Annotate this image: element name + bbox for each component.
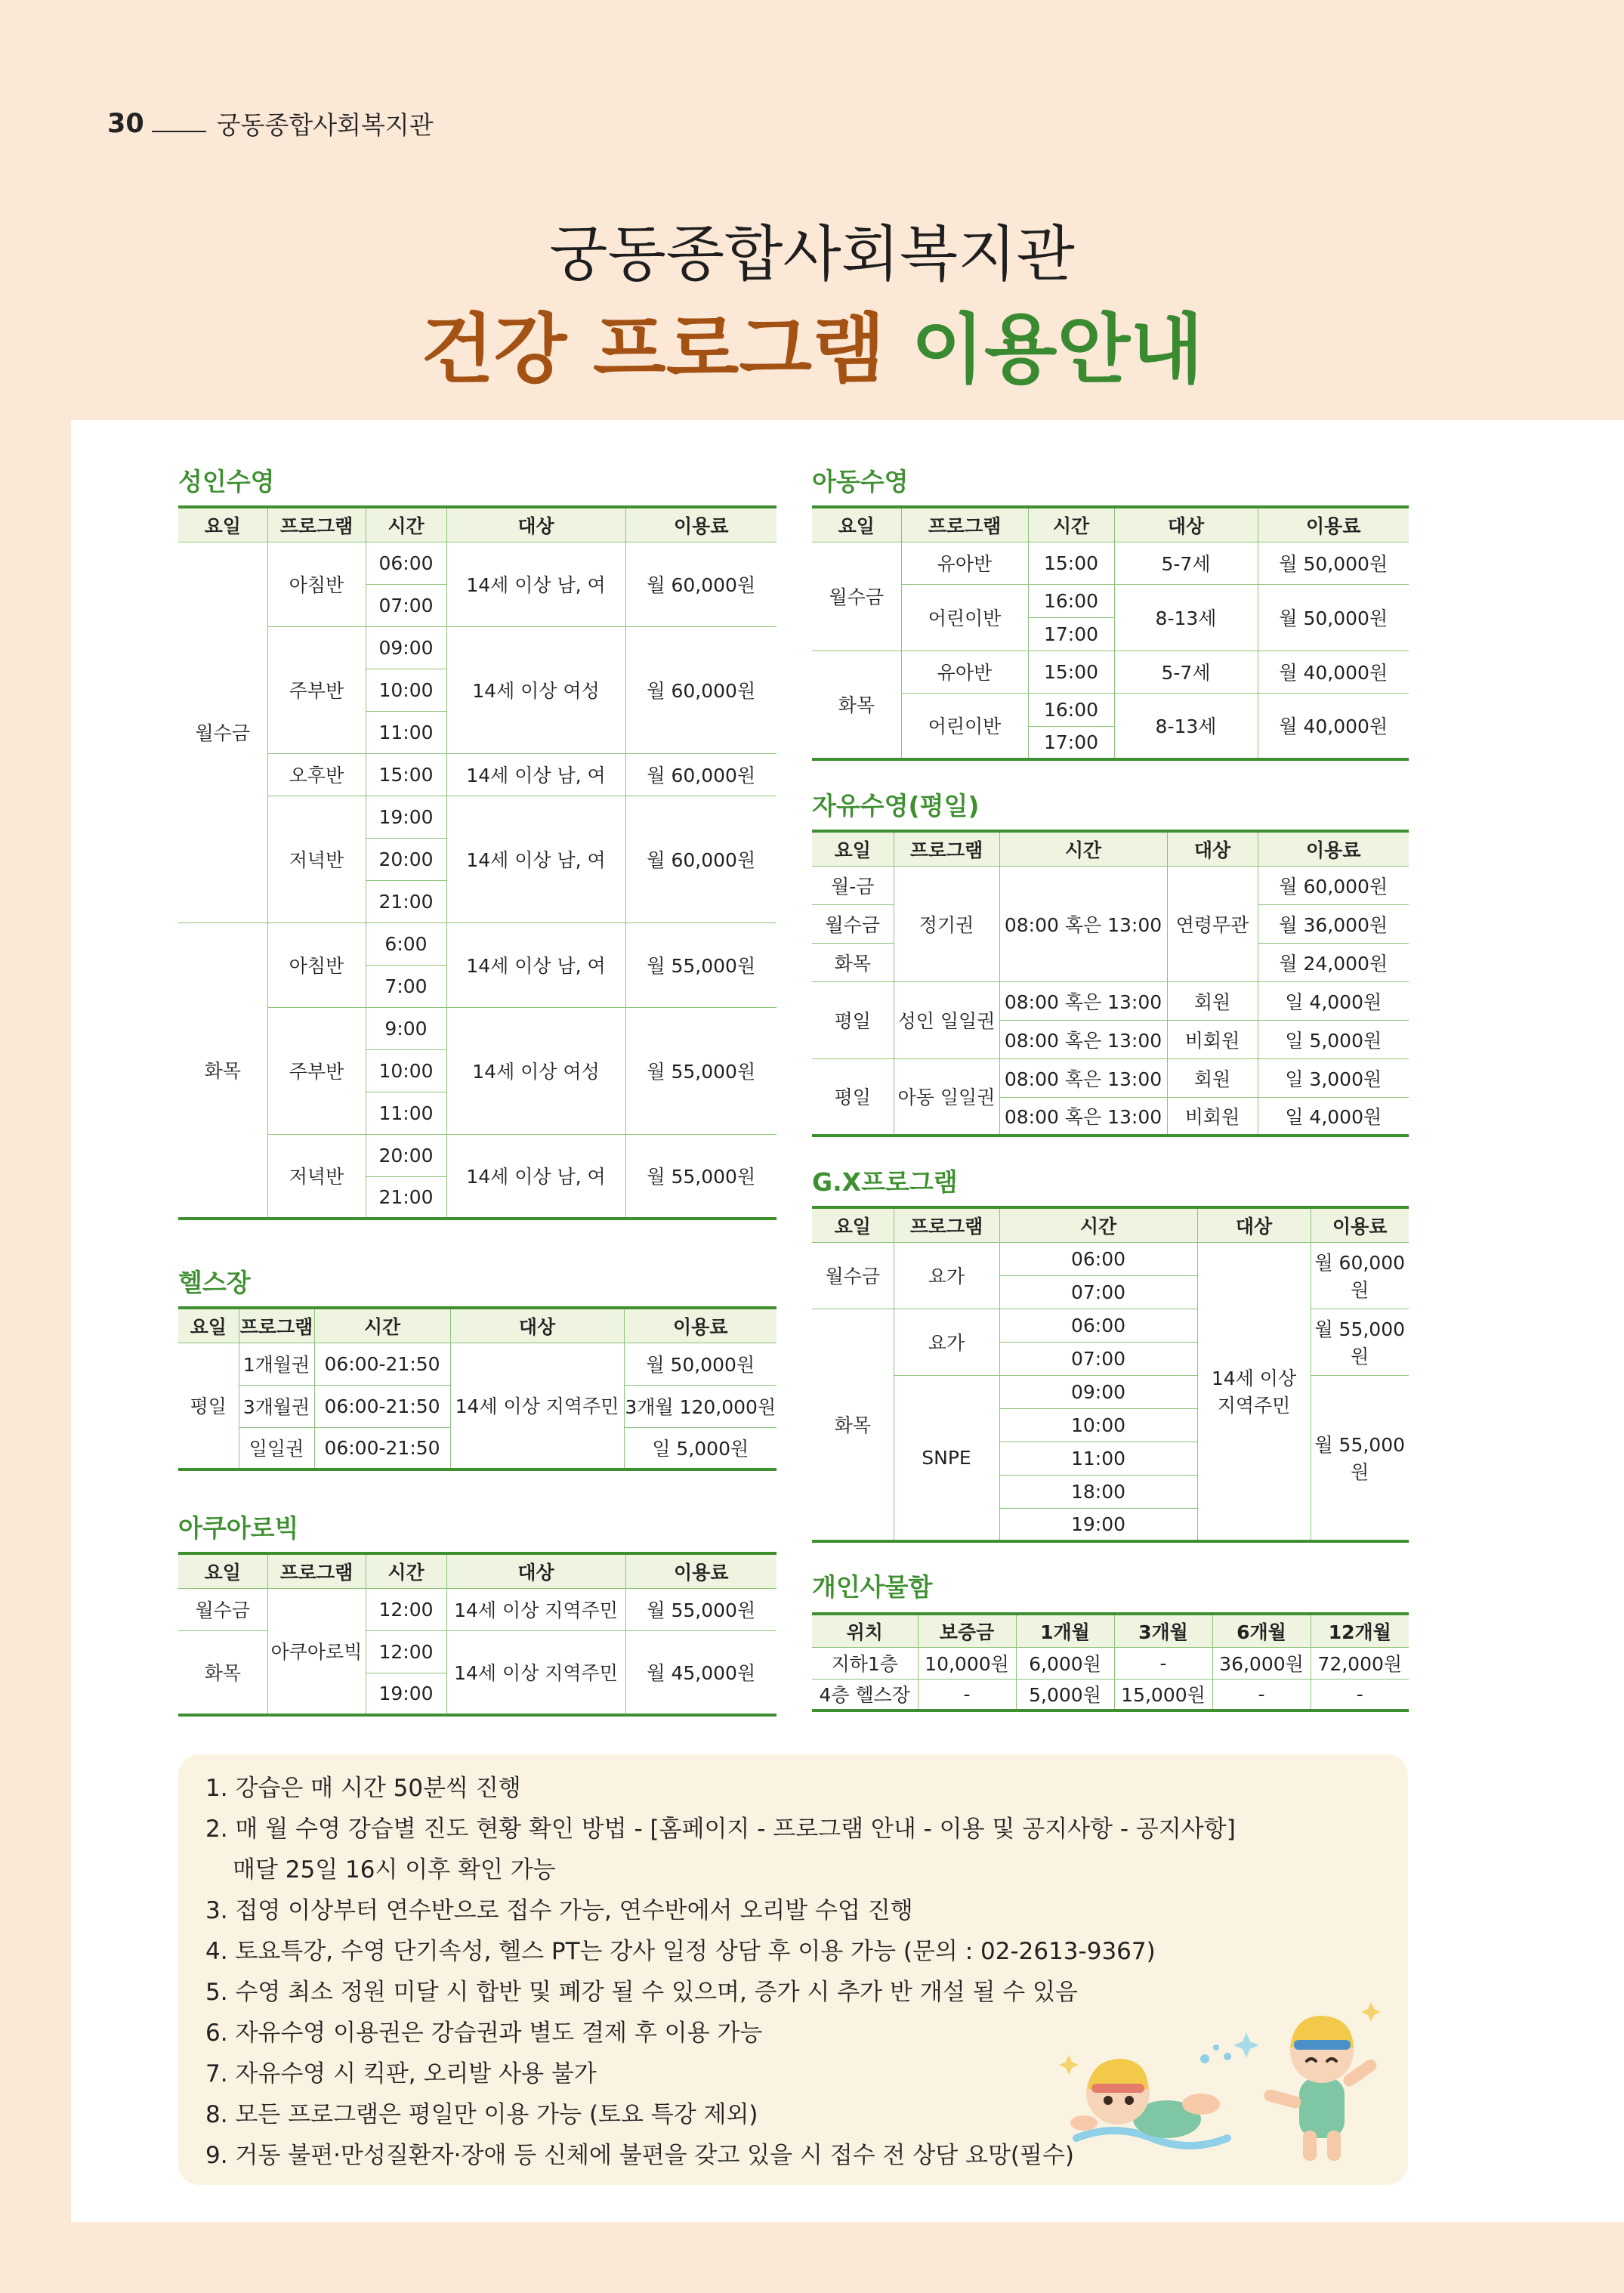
header-cell: 대상 xyxy=(446,507,625,542)
time-cell: 11:00 xyxy=(366,1092,446,1134)
note-item: 7. 자유수영 시 킥판, 오리발 사용 불가 xyxy=(205,2060,597,2087)
header-cell: 6개월 xyxy=(1212,1614,1311,1647)
time-cell: 20:00 xyxy=(366,838,446,880)
fee-cell: 월 40,000원 xyxy=(1258,651,1409,693)
note-item: 4. 토요특강, 수영 단기속성, 헬스 PT는 강사 일정 상담 후 이용 가능 (문의 : 02-2613-9367) xyxy=(205,1938,1156,1965)
locker-cell: 6,000원 xyxy=(1016,1647,1114,1679)
day-cell: 화목 xyxy=(812,943,894,981)
standing-child-icon xyxy=(1263,2016,1379,2161)
program-cell: 요가 xyxy=(894,1242,999,1309)
program-cell: 1개월권 xyxy=(239,1343,314,1385)
fee-cell: 월 60,000원 xyxy=(1258,866,1409,904)
time-cell: 20:00 xyxy=(366,1134,446,1176)
day-cell: 월수금 xyxy=(812,542,901,651)
header-cell: 프로그램 xyxy=(267,1553,366,1588)
target-cell: 14세 이상 남, 여 xyxy=(446,542,625,626)
time-cell: 16:00 xyxy=(1028,693,1114,726)
target-cell: 회원 xyxy=(1167,1058,1258,1097)
program-cell: 아동 일일권 xyxy=(894,1058,999,1136)
target-cell: 회원 xyxy=(1167,981,1258,1020)
note-item: 6. 자유수영 이용권은 강습권과 별도 결제 후 이용 가능 xyxy=(205,2020,763,2047)
kids-swim-table xyxy=(812,505,1409,761)
locker-cell: 15,000원 xyxy=(1114,1679,1212,1710)
time-cell: 06:00-21:50 xyxy=(314,1427,450,1469)
fee-cell: 월 50,000원 xyxy=(624,1343,776,1385)
program-cell: 저녁반 xyxy=(267,796,366,922)
header-cell: 시간 xyxy=(1028,507,1114,542)
program-cell: 유아반 xyxy=(901,651,1028,693)
program-cell: 주부반 xyxy=(267,626,366,753)
time-cell: 06:00 xyxy=(999,1309,1197,1342)
fee-cell: 일 5,000원 xyxy=(1258,1020,1409,1058)
fee-cell: 월 24,000원 xyxy=(1258,943,1409,981)
free-swim-title: 자유수영(평일) xyxy=(812,791,980,820)
fee-cell: 월 55,000원 xyxy=(625,1007,776,1134)
time-cell: 07:00 xyxy=(999,1342,1197,1375)
time-cell: 06:00 xyxy=(999,1242,1197,1275)
locker-cell: - xyxy=(918,1679,1016,1710)
page-title xyxy=(0,289,1624,397)
header-cell: 시간 xyxy=(366,507,446,542)
fee-cell: 일 5,000원 xyxy=(624,1427,776,1469)
title-green: 이용안내 xyxy=(911,305,1203,394)
time-cell: 10:00 xyxy=(999,1408,1197,1442)
header-cell: 요일 xyxy=(812,831,894,866)
target-cell: 14세 이상 여성 xyxy=(446,1007,625,1134)
header-cell: 프로그램 xyxy=(901,507,1028,542)
time-cell: 18:00 xyxy=(999,1475,1197,1508)
time-cell: 08:00 혹은 13:00 xyxy=(999,866,1167,981)
locker-cell: - xyxy=(1114,1647,1212,1679)
time-cell: 15:00 xyxy=(366,753,446,796)
header-cell: 대상 xyxy=(446,1553,625,1588)
target-cell: 5-7세 xyxy=(1114,542,1258,584)
aqua-table xyxy=(178,1552,776,1717)
free-swim-table xyxy=(812,830,1409,1137)
time-cell: 10:00 xyxy=(366,669,446,711)
time-cell: 06:00 xyxy=(366,542,446,584)
day-cell: 평일 xyxy=(812,1058,894,1136)
locker-cell: 10,000원 xyxy=(918,1647,1016,1679)
target-cell: 5-7세 xyxy=(1114,651,1258,693)
time-cell: 06:00-21:50 xyxy=(314,1343,450,1385)
note-item: 2. 매 월 수영 강습별 진도 현황 확인 방법 - [홈페이지 - 프로그램 안내 - 이용 및 공지사항 - 공지사항] xyxy=(205,1816,1236,1843)
header-cell: 시간 xyxy=(999,831,1167,866)
locker-table xyxy=(812,1612,1409,1712)
time-cell: 07:00 xyxy=(366,584,446,626)
fee-cell: 월 60,000원 xyxy=(625,796,776,922)
program-cell: 저녁반 xyxy=(267,1134,366,1219)
time-cell: 06:00-21:50 xyxy=(314,1385,450,1427)
time-cell: 11:00 xyxy=(366,711,446,753)
program-cell: 일일권 xyxy=(239,1427,314,1469)
header-cell: 프로그램 xyxy=(894,831,999,866)
program-cell: 아침반 xyxy=(267,922,366,1007)
target-line: 14세 이상 xyxy=(1211,1367,1297,1390)
note-item: 3. 접영 이상부터 연수반으로 접수 가능, 연수반에서 오리발 수업 진행 xyxy=(205,1897,913,1924)
header-cell: 대상 xyxy=(1167,831,1258,866)
target-cell: 14세 이상 지역주민 xyxy=(450,1343,624,1469)
header-cell: 3개월 xyxy=(1114,1614,1212,1647)
program-cell: 성인 일일권 xyxy=(894,981,999,1058)
gym-title: 헬스장 xyxy=(178,1268,251,1297)
fee-cell: 월 60,000원 xyxy=(625,753,776,796)
day-cell: 월수금 xyxy=(178,1588,267,1630)
header-cell: 이용료 xyxy=(1311,1207,1409,1242)
header-cell: 요일 xyxy=(178,1553,267,1588)
time-cell: 12:00 xyxy=(366,1630,446,1673)
header-cell: 시간 xyxy=(366,1553,446,1588)
time-cell: 15:00 xyxy=(1028,651,1114,693)
fee-cell: 월 50,000원 xyxy=(1258,542,1409,584)
header-cell: 위치 xyxy=(812,1614,918,1647)
fee-cell: 월 55,000원 xyxy=(1311,1309,1409,1375)
header-cell: 이용료 xyxy=(625,507,776,542)
locker-title: 개인사물함 xyxy=(812,1572,933,1602)
note-item: 8. 모든 프로그램은 평일만 이용 가능 (토요 특강 제외) xyxy=(205,2101,758,2128)
time-cell: 11:00 xyxy=(999,1442,1197,1475)
fee-cell: 월 55,000원 xyxy=(1311,1375,1409,1541)
target-cell: 14세 이상 지역주민 xyxy=(446,1630,625,1715)
org-name: 궁동종합사회복지관 xyxy=(216,110,434,140)
program-cell: 아쿠아로빅 xyxy=(267,1588,366,1715)
time-cell: 08:00 혹은 13:00 xyxy=(999,1097,1167,1136)
program-cell: 어린이반 xyxy=(901,693,1028,759)
fee-cell: 월 60,000원 xyxy=(1311,1242,1409,1309)
target-cell: 8-13세 xyxy=(1114,693,1258,759)
adult-swim-table xyxy=(178,505,776,1220)
fee-cell: 월 55,000원 xyxy=(625,922,776,1007)
time-cell: 08:00 혹은 13:00 xyxy=(999,1020,1167,1058)
header-cell: 이용료 xyxy=(1258,507,1409,542)
time-cell: 12:00 xyxy=(366,1588,446,1630)
day-cell: 화목 xyxy=(178,922,267,1219)
title-brown: 건강 프로그램 xyxy=(421,305,885,394)
day-cell: 화목 xyxy=(178,1630,267,1715)
fee-cell: 월 40,000원 xyxy=(1258,693,1409,759)
target-cell: 14세 이상 남, 여 xyxy=(446,1134,625,1219)
fee-cell: 일 3,000원 xyxy=(1258,1058,1409,1097)
target-cell: 비회원 xyxy=(1167,1097,1258,1136)
fee-cell: 3개월 120,000원 xyxy=(624,1385,776,1427)
note-item: 9. 거동 불편·만성질환자·장애 등 신체에 불편을 갖고 있을 시 접수 전 상담 요망(필수) xyxy=(205,2142,1074,2169)
locker-cell: - xyxy=(1212,1679,1311,1710)
target-cell: 8-13세 xyxy=(1114,584,1258,651)
gym-table xyxy=(178,1306,776,1471)
kids-swim-title: 아동수영 xyxy=(812,467,909,496)
header-cell: 시간 xyxy=(999,1207,1197,1242)
locker-cell: - xyxy=(1311,1679,1409,1710)
time-cell: 21:00 xyxy=(366,1176,446,1219)
time-cell: 9:00 xyxy=(366,1007,446,1049)
target-line: 지역주민 xyxy=(1217,1395,1291,1417)
program-cell: 유아반 xyxy=(901,542,1028,584)
header-cell: 요일 xyxy=(812,507,901,542)
locker-cell: 72,000원 xyxy=(1311,1647,1409,1679)
time-cell: 08:00 혹은 13:00 xyxy=(999,981,1167,1020)
target-cell xyxy=(1197,1242,1311,1541)
header-cell: 보증금 xyxy=(918,1614,1016,1647)
note-item: 매달 25일 16시 이후 확인 가능 xyxy=(233,1856,556,1884)
day-cell: 화목 xyxy=(812,1309,894,1541)
time-cell: 09:00 xyxy=(366,626,446,669)
program-cell: 요가 xyxy=(894,1309,999,1375)
target-cell: 14세 이상 남, 여 xyxy=(446,753,625,796)
time-cell: 17:00 xyxy=(1028,726,1114,759)
fee-cell: 월 60,000원 xyxy=(625,626,776,753)
day-cell: 평일 xyxy=(178,1343,239,1469)
day-cell: 월수금 xyxy=(178,542,267,922)
header-cell: 이용료 xyxy=(624,1308,776,1343)
time-cell: 19:00 xyxy=(366,1673,446,1715)
header-cell: 프로그램 xyxy=(239,1308,314,1343)
day-cell: 화목 xyxy=(812,651,901,759)
time-cell: 17:00 xyxy=(1028,617,1114,651)
header-cell: 이용료 xyxy=(1258,831,1409,866)
time-cell: 19:00 xyxy=(999,1508,1197,1541)
program-cell: 정기권 xyxy=(894,866,999,981)
day-cell: 월수금 xyxy=(812,904,894,943)
header-cell: 1개월 xyxy=(1016,1614,1114,1647)
header-cell: 대상 xyxy=(450,1308,624,1343)
time-cell: 15:00 xyxy=(1028,542,1114,584)
page-header xyxy=(107,106,434,141)
program-cell: 3개월권 xyxy=(239,1385,314,1427)
program-cell: 어린이반 xyxy=(901,584,1028,651)
note-item: 1. 강습은 매 시간 50분씩 진행 xyxy=(205,1775,521,1802)
header-cell: 요일 xyxy=(178,507,267,542)
locker-cell: 지하1층 xyxy=(812,1647,918,1679)
header-cell: 프로그램 xyxy=(894,1207,999,1242)
fee-cell: 일 4,000원 xyxy=(1258,981,1409,1020)
adult-swim-title: 성인수영 xyxy=(178,467,275,496)
target-cell: 연령무관 xyxy=(1167,866,1258,981)
target-cell: 비회원 xyxy=(1167,1020,1258,1058)
day-cell: 월수금 xyxy=(812,1242,894,1309)
time-cell: 16:00 xyxy=(1028,584,1114,617)
time-cell: 08:00 혹은 13:00 xyxy=(999,1058,1167,1097)
header-cell: 이용료 xyxy=(625,1553,776,1588)
time-cell: 7:00 xyxy=(366,965,446,1007)
target-cell: 14세 이상 남, 여 xyxy=(446,796,625,922)
header-cell: 대상 xyxy=(1197,1207,1311,1242)
time-cell: 21:00 xyxy=(366,880,446,922)
locker-cell: 5,000원 xyxy=(1016,1679,1114,1710)
time-cell: 09:00 xyxy=(999,1375,1197,1408)
gx-title: G.X프로그램 xyxy=(812,1167,958,1197)
swimmer-illustration xyxy=(1054,1987,1401,2172)
program-cell: SNPE xyxy=(894,1375,999,1541)
program-cell: 오후반 xyxy=(267,753,366,796)
program-cell: 아침반 xyxy=(267,542,366,626)
day-cell: 월-금 xyxy=(812,866,894,904)
time-cell: 07:00 xyxy=(999,1275,1197,1309)
fee-cell: 월 60,000원 xyxy=(625,542,776,626)
day-cell: 평일 xyxy=(812,981,894,1058)
header-cell: 요일 xyxy=(812,1207,894,1242)
header-cell: 요일 xyxy=(178,1308,239,1343)
header-cell: 프로그램 xyxy=(267,507,366,542)
header-cell: 시간 xyxy=(314,1308,450,1343)
target-cell: 14세 이상 남, 여 xyxy=(446,922,625,1007)
program-cell: 주부반 xyxy=(267,1007,366,1134)
gx-table xyxy=(812,1206,1409,1543)
locker-cell: 36,000원 xyxy=(1212,1647,1311,1679)
note-item: 5. 수영 최소 정원 미달 시 합반 및 폐강 될 수 있으며, 증가 시 추가 반 개설 될 수 있음 xyxy=(205,1979,1078,2006)
header-rule xyxy=(152,131,206,132)
header-cell: 12개월 xyxy=(1311,1614,1409,1647)
locker-cell: 4층 헬스장 xyxy=(812,1679,918,1710)
target-cell: 14세 이상 지역주민 xyxy=(446,1588,625,1630)
fee-cell: 월 50,000원 xyxy=(1258,584,1409,651)
header-cell: 대상 xyxy=(1114,507,1258,542)
time-cell: 19:00 xyxy=(366,796,446,838)
time-cell: 10:00 xyxy=(366,1049,446,1092)
fee-cell: 월 55,000원 xyxy=(625,1134,776,1219)
page-number: 30 xyxy=(107,108,144,139)
fee-cell: 일 4,000원 xyxy=(1258,1097,1409,1136)
target-cell: 14세 이상 여성 xyxy=(446,626,625,753)
fee-cell: 월 45,000원 xyxy=(625,1630,776,1715)
fee-cell: 월 55,000원 xyxy=(625,1588,776,1630)
aqua-title: 아쿠아로빅 xyxy=(178,1513,299,1543)
page-title-org: 궁동종합사회복지관 xyxy=(549,219,1075,289)
swimming-child-icon xyxy=(1070,2059,1220,2138)
time-cell: 6:00 xyxy=(366,922,446,965)
fee-cell: 월 36,000원 xyxy=(1258,904,1409,943)
